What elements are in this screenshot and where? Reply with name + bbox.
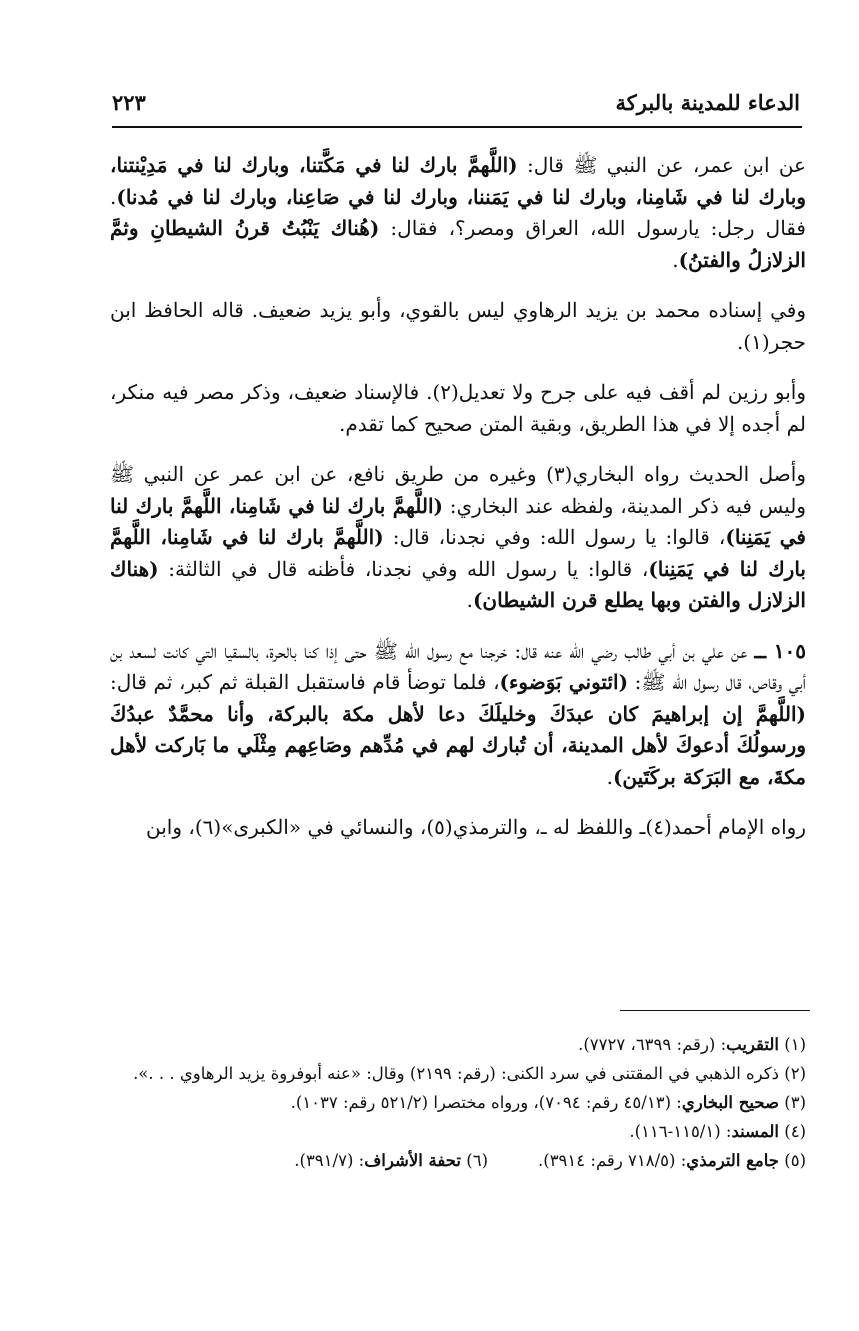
- paragraph-4: وأصل الحديث رواه البخاري(٣) وغيره من طريق نافع، عن ابن عمر عن النبي ﷺ وليس فيه ذكر المدينة، ولفظه عند البخاري: (اللَّهمَّ بارك لنا في شَامِنا، اللَّهمَّ بارك لنا في يَمَنِنا)، قالوا: يا رسول الله: وفي نجدنا، قال: (اللَّهمَّ بارك لنا في شَامِنا، اللَّهمَّ بارك لنا في يَمَنِنا)، قالوا: يا رسول الله وفي نجدنا، فأظنه قال في الثالثة: (هناك الزلازل والفتن وبها يطلع قرن الشيطان).: [110, 462, 807, 612]
- main-text: [110, 150, 806, 863]
- hadith-quote: (اللَّهمَّ إن إبراهيمَ كان عبدَكَ وخليلَكَ دعا لأهل مكة بالبركة، وأنا محمَّدٌ عبدُكَ ورسولُكَ أدعوكَ لأهل المدينة، أن تُبارك لهم في مُدِّهم وصَاعِهم مِثْلَي ما بَاركت لأهل مكةَ، مع البَرَكة بركَتَين): [110, 701, 806, 789]
- footnote-3: (٣) صحيح البخاري: (٤٥/١٣ رقم: ٧٠٩٤)، ورواه مختصرا (٥٢١/٢ رقم: ١٠٣٧).: [290, 1093, 806, 1112]
- hadith-quote: (ائتوني بَوَضوء): [499, 670, 629, 694]
- page-number: ٢٢٣: [112, 89, 146, 115]
- paragraph-6: رواه الإمام أحمد(٤)ـ واللفظ له ـ، والترمذي(٥)، والنسائي في «الكبرى»(٦)، وابن: [146, 815, 806, 839]
- paragraph-3: وأبو رزين لم أقف فيه على جرح ولا تعديل(٢). فالإسناد ضعيف، وذكر مصر فيه منكر، لم أجده إلا في هذا الطريق، وبقية المتن صحيح كما تقدم.: [110, 380, 807, 436]
- hadith-quote: (اللَّهمَّ بارك لنا في مَكَّتنا، وبارك لنا في مَدِيْنتنا، وبارك لنا في شَامِنا، وبارك لنا في يَمَننا، وبارك لنا في صَاعِنا، وبارك لنا في مُدنا): [110, 153, 806, 209]
- footnotes: [110, 1030, 806, 1175]
- hadith-quote: (اللَّهمَّ بارك لنا في شَامِنا، اللَّهمَّ بارك لنا في يَمَنِنا): [110, 493, 806, 549]
- hadith-quote: (هناك الزلازل والفتن وبها يطلع قرن الشيطان): [110, 556, 806, 612]
- footnote-divider: [620, 1010, 810, 1011]
- footnote-1: (١) التقريب: (رقم: ٦٣٩٩، ٧٧٢٧).: [578, 1035, 806, 1054]
- hadith-quote: (هُناك يَنْبُتُ قرنُ الشيطانِ وثمَّ الزلازلُ والفتنُ): [110, 216, 806, 272]
- page-header: [112, 82, 800, 122]
- header-divider: [112, 126, 802, 128]
- hadith-number: ١٠٥ ــ: [754, 638, 806, 663]
- footnote-6: (٦) تحفة الأشراف: (٣٩١/٧).: [294, 1151, 488, 1170]
- footnote-2: (٢) ذكره الذهبي في المقتنى في سرد الكنى: (رقم: ٢١٩٩) وقال: «عنه أبوفروة يزيد الرهاوي . . .».: [133, 1064, 806, 1083]
- hadith-quote: (اللَّهمَّ بارك لنا في شَامِنا، اللَّهمَّ بارك لنا في يَمَنِنا): [110, 525, 806, 581]
- paragraph-5: ١٠٥ ــ عن علي بن أبي طالب رضي الله عنه قال: خرجنا مع رسول الله ﷺ حتى إذا كنا بالحرة، بالسقيا التي كانت لسعد بن أبي وقاص، قال رسول الله ﷺ: (ائتوني بَوَضوء)، فلما توضأ قام فاستقبل القبلة ثم كبر، ثم قال: (اللَّهمَّ إن إبراهيمَ كان عبدَكَ وخليلَكَ دعا لأهل مكة بالبركة، وأنا محمَّدٌ عبدُكَ ورسولُكَ أدعوكَ لأهل المدينة، أن تُبارك لهم في مُدِّهم وصَاعِهم مِثْلَي ما بَاركت لأهل مكةَ، مع البَرَكة بركَتَين).: [110, 638, 807, 789]
- running-title: الدعاء للمدينة بالبركة: [615, 89, 800, 115]
- paragraph-2: وفي إسناده محمد بن يزيد الرهاوي ليس بالقوي، وأبو يزيد ضعيف. قاله الحافظ ابن حجر(١).: [110, 298, 806, 354]
- paragraph-1: عن ابن عمر، عن النبي ﷺ قال: (اللَّهمَّ بارك لنا في مَكَّتنا، وبارك لنا في مَدِيْنتنا، وبارك لنا في شَامِنا، وبارك لنا في يَمَننا، وبارك لنا في صَاعِنا، وبارك لنا في مُدنا). فقال رجل: يارسول الله، العراق ومصر؟، فقال: (هُناك يَنْبُتُ قرنُ الشيطانِ وثمَّ الزلازلُ والفتنُ).: [110, 153, 806, 272]
- footnote-row: [110, 1146, 806, 1175]
- footnote-4: (٤) المسند: (١١٥/١-١١٦).: [629, 1122, 806, 1141]
- footnote-5: (٥) جامع الترمذي: (٧١٨/٥ رقم: ٣٩١٤).: [538, 1151, 806, 1170]
